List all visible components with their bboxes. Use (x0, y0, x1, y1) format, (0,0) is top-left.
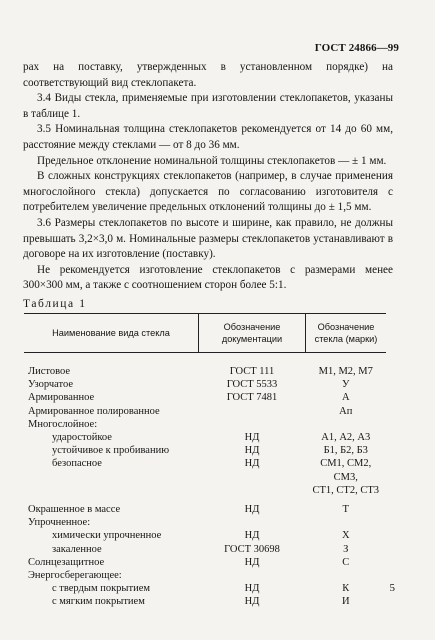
cell-doc (199, 418, 306, 431)
table-row (24, 457, 386, 483)
cell-doc: ГОСТ 111 (229, 366, 275, 377)
cell-name: Армированное (28, 392, 95, 404)
cell-name: безопасное (52, 458, 102, 470)
cell-doc: НД (244, 432, 260, 444)
cell-doc (199, 484, 306, 497)
table-row (24, 444, 386, 457)
cell-doc (199, 405, 306, 418)
page-number: 5 (389, 582, 395, 594)
cell-mark: А1, А2, А3 (321, 432, 371, 444)
cell-mark: И (341, 596, 350, 608)
cell-mark: Т (342, 504, 349, 516)
cell-doc: НД (244, 445, 260, 457)
table-title: Таблица 1 (23, 298, 87, 310)
cell-name: химически упрочненное (52, 530, 162, 542)
cell-doc: НД (244, 458, 260, 470)
table-row (24, 431, 386, 444)
cell-mark: К (342, 583, 350, 595)
table-row (24, 497, 386, 516)
table-header-row (24, 314, 386, 353)
cell-name: Окрашенное в массе (28, 504, 121, 516)
cell-mark: З (343, 543, 349, 555)
cell-name: Листовое (28, 366, 71, 377)
table-row (24, 353, 386, 379)
cell-doc: НД (244, 530, 260, 542)
cell-mark (306, 418, 387, 431)
cell-mark: СТ1, СТ2, СТ3 (312, 484, 379, 496)
cell-name: Многослойное: (28, 418, 98, 430)
cell-doc: НД (244, 504, 260, 516)
cell-name: закаленное (52, 543, 102, 555)
cell-mark: М1, М2, М7 (318, 366, 373, 377)
paragraph: рах на поставку, утвержденных в установленном порядке) на соответствующий вид стеклопакета. (23, 61, 393, 89)
table-row (24, 543, 386, 556)
table-row (24, 378, 386, 391)
paragraph: Не рекомендуется изготовление стеклопакетов с размерами менее 300×300 мм, а также с соотношением сторон более 5:1. (23, 263, 393, 292)
cell-doc: ГОСТ 30698 (224, 543, 280, 555)
paragraph: 3.4 Виды стекла, применяемые при изготовлении стеклопакетов, указаны в таблице 1. (23, 92, 393, 120)
table-row (24, 569, 386, 582)
cell-mark: С (342, 556, 350, 568)
cell-mark: А (341, 392, 350, 404)
table-row (24, 516, 386, 529)
cell-name (24, 484, 199, 497)
table-row (24, 405, 386, 418)
paragraph: 3.5 Номинальная толщина стеклопакетов рекомендуется от 14 до 60 мм, расстояние между стеклами — от 8 до 36 мм. (23, 123, 393, 151)
cell-doc: НД (244, 596, 260, 608)
paragraph: 3.6 Размеры стеклопакетов по высоте и ширине, как правило, не должны превышать 3,2×3,0 м. Номинальные размеры стеклопакетов устанавливают в договоре на их изготовление (поставку). (23, 216, 393, 261)
column-header-doc: Обозначение документации (199, 314, 306, 353)
glass-types-table (24, 313, 386, 609)
cell-doc: НД (244, 583, 260, 595)
cell-doc (199, 516, 306, 529)
cell-name: с твердым покрытием (52, 583, 150, 595)
cell-name: ударостойкое (52, 432, 112, 444)
cell-name: Энергосберегающее: (28, 570, 122, 582)
table-row (24, 391, 386, 404)
column-header-name: Наименование вида стекла (24, 314, 199, 353)
cell-mark: У (342, 379, 350, 391)
cell-name: Упрочненное: (28, 517, 91, 529)
cell-name: Узорчатое (28, 379, 73, 391)
table-row (24, 595, 386, 608)
cell-name: Солнцезащитное (28, 556, 105, 568)
table-row (24, 418, 386, 431)
cell-mark (306, 516, 387, 529)
cell-doc: ГОСТ 5533 (226, 379, 278, 391)
table-row (24, 529, 386, 542)
cell-name: Армированное полированное (28, 405, 160, 417)
body-text (23, 60, 393, 294)
cell-doc: НД (244, 556, 260, 568)
cell-doc: ГОСТ 7481 (226, 392, 278, 404)
cell-name: устойчивое к пробиванию (52, 445, 170, 457)
table-row (24, 582, 386, 595)
document-header: ГОСТ 24866—99 (314, 42, 399, 54)
cell-mark: Б1, Б2, Б3 (323, 445, 368, 457)
cell-mark (306, 569, 387, 582)
table-row (24, 484, 386, 497)
cell-name: с мягким покрытием (52, 596, 145, 608)
cell-mark: СМ1, СМ2, СМ3, (320, 458, 372, 483)
paragraph: В сложных конструкциях стеклопакетов (например, в случае применения многослойного стекла) допускается по согласованию изготовителя с потребителем увеличение предельных отклонений толщины до ± 1,5 мм. (23, 170, 393, 214)
cell-doc (199, 569, 306, 582)
cell-mark: Ап (339, 405, 353, 417)
cell-mark: Х (341, 530, 350, 542)
paragraph: Предельное отклонение номинальной толщины стеклопакетов — ± 1 мм. (37, 154, 387, 167)
column-header-mark: Обозначение стекла (марки) (306, 314, 387, 353)
table-row (24, 556, 386, 569)
